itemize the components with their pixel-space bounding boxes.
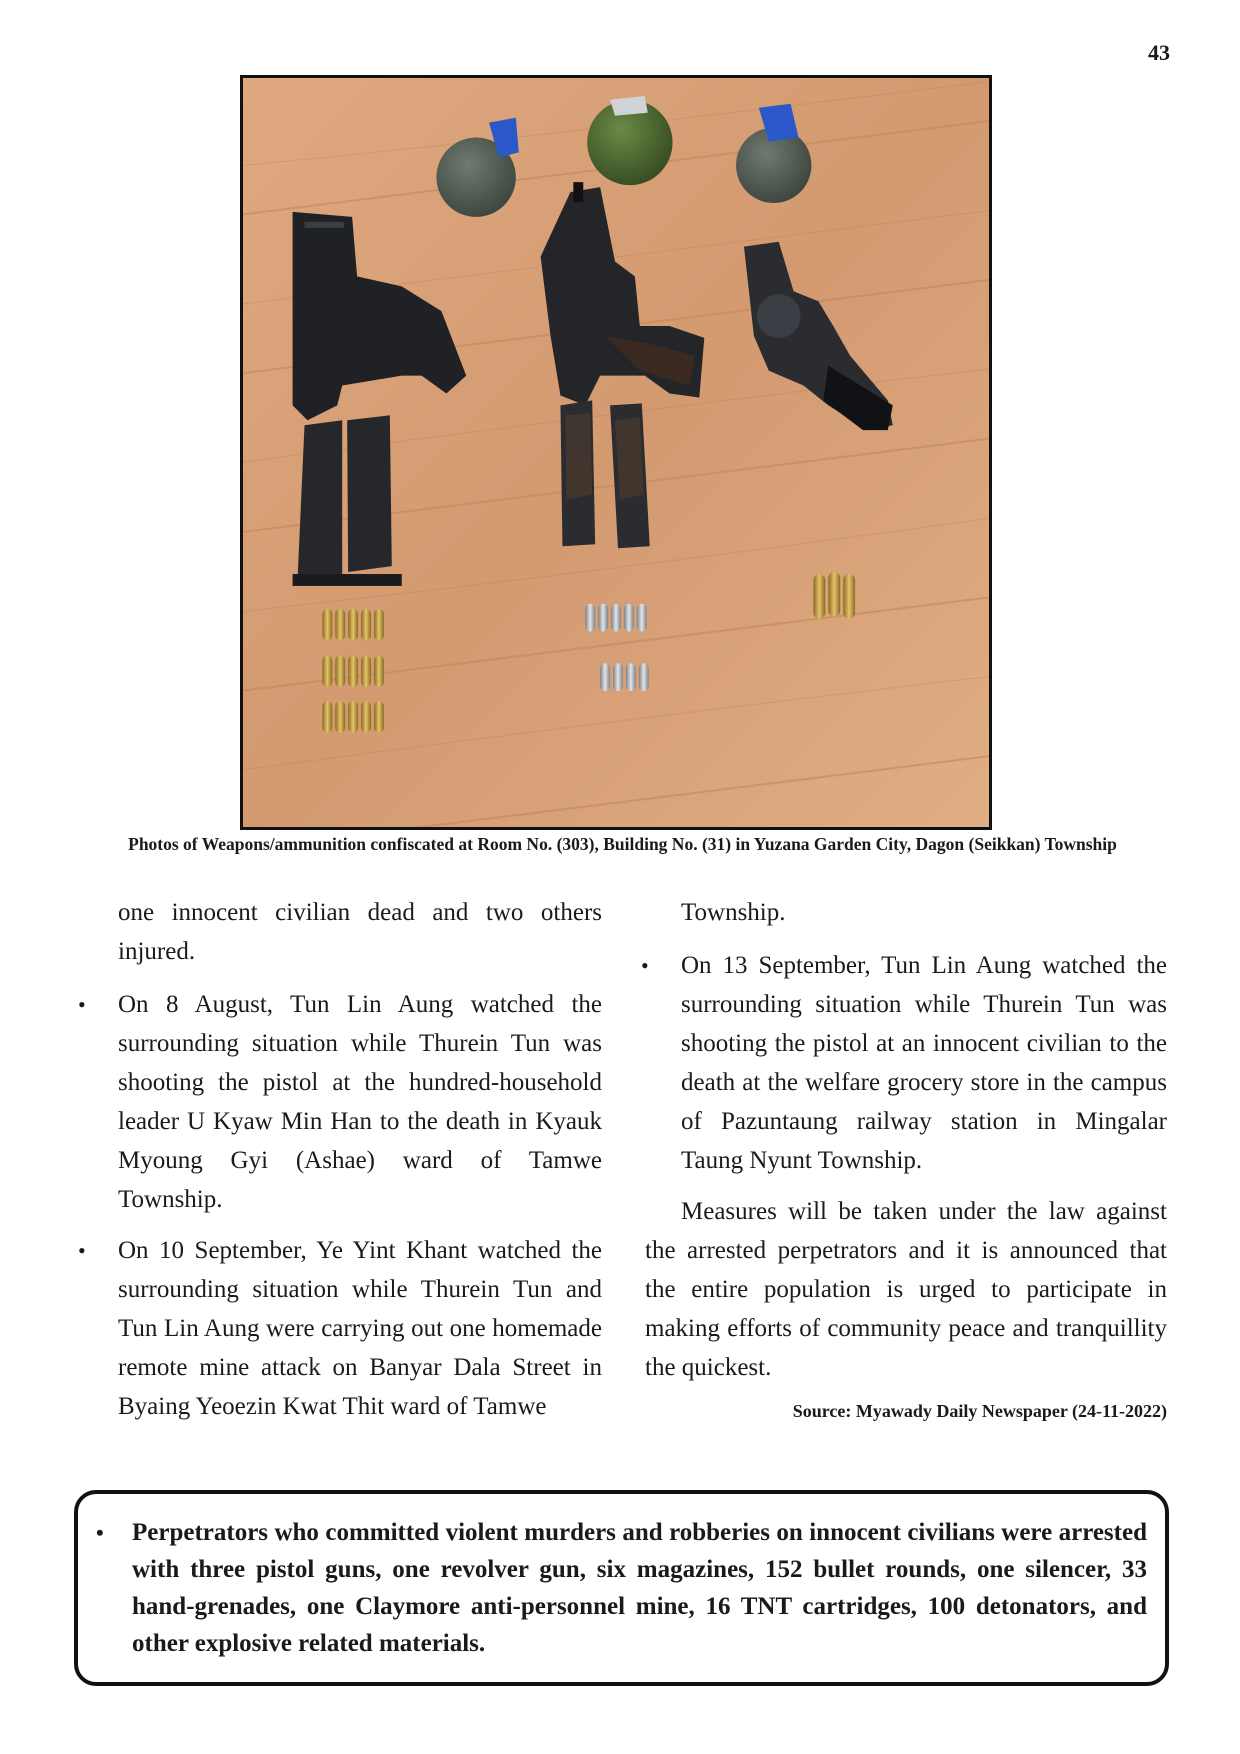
summary-box (74, 1490, 1169, 1686)
photo-caption: Photos of Weapons/ammunition confiscated at Room No. (303), Building No. (31) in Yuzana Garden City, Dagon (Seikkan) Township (128, 834, 1117, 854)
list-item (78, 1231, 602, 1426)
bullet-icon: • (641, 953, 649, 978)
right-column (641, 893, 1167, 1423)
weapons-photo-illustration (243, 78, 989, 827)
list-item-text: On 13 September, Tun Lin Aung watched the surrounding situation while Thurein Tun was shooting the pistol at an innocent civilian to the death at the welfare grocery store in the campus of Pazuntaung railway station in Mingalar Taung Nyunt Township. (681, 952, 1167, 1174)
left-column (78, 893, 602, 1438)
list-item (641, 946, 1167, 1180)
page-number: 43 (1148, 40, 1170, 65)
source-citation: Source: Myawady Daily Newspaper (24-11-2022) (792, 1401, 1167, 1421)
bullets-left (322, 609, 384, 733)
right-continuation-text: Township. (681, 899, 786, 926)
left-continuation-text: one innocent civilian dead and two others injured. (118, 899, 602, 965)
summary-item (96, 1514, 1147, 1662)
closing-paragraph: Measures will be taken under the law against the arrested perpetrators and it is announced that the entire population is urged to participate in making efforts of community peace and tranquillity the quickest. (645, 1198, 1167, 1381)
bullets-right (813, 572, 855, 619)
list-item (78, 985, 602, 1219)
bullet-icon: • (78, 992, 86, 1017)
list-item-text: On 8 August, Tun Lin Aung watched the surrounding situation while Thurein Tun was shooting the pistol at the hundred-household leader U Kyaw Min Han to the death in Kyauk Myoung Gyi (Ashae) ward of Tamwe Township. (118, 991, 602, 1213)
list-item-text: On 10 September, Ye Yint Khant watched the surrounding situation while Thurein Tun and Tun Lin Aung were carrying out one homemade remote mine attack on Banyar Dala Street in Byaing Yeoezin Kwat Thit ward of Tamwe (118, 1237, 602, 1420)
bullet-icon: • (78, 1238, 86, 1263)
bullet-icon: • (96, 1520, 104, 1545)
weapons-photo (240, 75, 992, 830)
summary-text: Perpetrators who committed violent murders and robberies on innocent civilians were arrested with three pistol guns, one revolver gun, six magazines, 152 bullet rounds, one silencer, 33 hand-grenades, one Claymore anti-personnel mine, 16 TNT cartridges, 100 detonators, and other explosive related materials. (132, 1519, 1147, 1657)
